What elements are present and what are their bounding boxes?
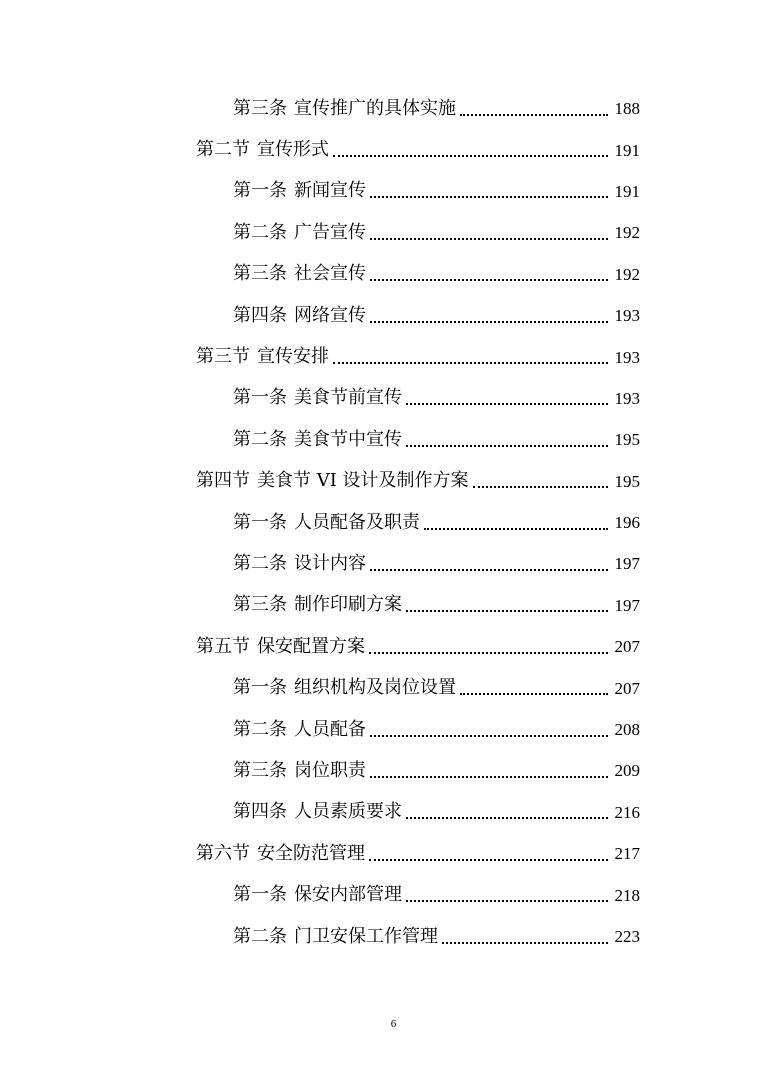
toc-entry-title: 人员配备及职责 [294, 511, 420, 533]
toc-entry-title: 门卫安保工作管理 [294, 925, 438, 947]
dot-leader [333, 362, 608, 364]
toc-entry-label [233, 182, 368, 200]
dot-leader [424, 528, 608, 530]
toc-entry[interactable] [0, 626, 761, 667]
toc-entry[interactable] [0, 874, 761, 915]
toc-entry-number: 第四条 [233, 801, 287, 823]
toc-entry-number: 第二条 [233, 552, 287, 574]
toc-entry-label [196, 348, 331, 366]
toc-entry-label [233, 552, 368, 574]
dot-leader [370, 776, 608, 778]
toc-entry-label [233, 886, 404, 904]
toc-entry[interactable] [0, 295, 761, 336]
toc-entry-title: 保安配置方案 [257, 635, 365, 657]
toc-entry-page: 217 [614, 844, 640, 864]
toc-entry-title: 美食节 VI 设计及制作方案 [257, 470, 469, 492]
toc-entry[interactable] [0, 585, 761, 626]
dot-leader [442, 942, 608, 944]
dot-leader [406, 610, 608, 612]
toc-entry[interactable] [0, 709, 761, 750]
toc-entry[interactable] [0, 543, 761, 584]
toc-entry-number: 第三条 [233, 263, 287, 285]
dot-leader [460, 693, 608, 695]
dot-leader [406, 817, 608, 819]
dot-leader [406, 403, 608, 405]
toc-entry-number: 第六节 [196, 842, 250, 864]
table-of-contents [0, 88, 761, 957]
page-number: 6 [390, 1018, 397, 1030]
dot-leader [370, 279, 608, 281]
dot-leader [406, 900, 608, 902]
toc-entry-number: 第二条 [233, 221, 287, 243]
toc-entry-page: 193 [614, 347, 640, 367]
toc-entry-number: 第三条 [233, 97, 287, 119]
toc-entry-number: 第五节 [196, 635, 250, 657]
toc-entry-page: 188 [614, 99, 640, 119]
toc-entry-label [233, 304, 368, 326]
dot-leader [369, 652, 608, 654]
toc-entry[interactable] [0, 171, 761, 212]
toc-entry-number: 第四条 [233, 304, 287, 326]
toc-entry-label [233, 221, 368, 243]
dot-leader [473, 486, 608, 488]
toc-entry-page: 197 [614, 554, 640, 574]
toc-entry-number: 第二条 [233, 428, 287, 450]
toc-entry-title: 宣传推广的具体实施 [294, 97, 456, 119]
toc-entry-label [233, 925, 440, 947]
toc-entry-number: 第二条 [233, 718, 287, 740]
toc-entry-label [233, 596, 404, 614]
toc-entry-number: 第三节 [196, 346, 250, 368]
dot-leader [406, 445, 608, 447]
toc-entry-page: 223 [614, 927, 640, 946]
toc-entry[interactable] [0, 129, 761, 170]
toc-entry-page: 192 [614, 223, 640, 243]
toc-entry-label [233, 803, 404, 821]
toc-entry-page: 191 [614, 140, 640, 160]
toc-entry-page: 218 [614, 885, 640, 905]
toc-entry-title: 宣传安排 [257, 346, 329, 368]
toc-entry-title: 网络宣传 [294, 304, 366, 326]
toc-entry-title: 广告宣传 [294, 221, 366, 243]
toc-entry-number: 第二条 [233, 925, 287, 947]
toc-entry-title: 美食节中宣传 [294, 428, 402, 450]
toc-entry-page: 208 [614, 720, 640, 740]
toc-entry-page: 207 [614, 678, 640, 698]
toc-entry-label [233, 389, 404, 407]
toc-entry[interactable] [0, 254, 761, 295]
toc-entry-title: 新闻宣传 [294, 180, 366, 202]
toc-entry-title: 保安内部管理 [294, 884, 402, 906]
toc-entry-number: 第四节 [196, 470, 250, 492]
dot-leader [370, 321, 608, 323]
dot-leader [370, 735, 608, 737]
toc-entry[interactable] [0, 461, 761, 502]
dot-leader [370, 196, 608, 198]
toc-entry-page: 193 [614, 388, 640, 408]
toc-entry-page: 207 [614, 637, 640, 657]
toc-entry-label [196, 635, 367, 657]
toc-entry-number: 第三条 [233, 759, 287, 781]
toc-entry-label [233, 759, 368, 781]
toc-entry-label [196, 141, 331, 159]
toc-entry[interactable] [0, 750, 761, 791]
toc-entry-number: 第一条 [233, 884, 287, 906]
dot-leader [369, 859, 608, 861]
toc-entry-title: 社会宣传 [294, 263, 366, 285]
toc-entry-title: 安全防范管理 [257, 842, 365, 864]
toc-entry-page: 193 [614, 306, 640, 326]
toc-entry-page: 191 [614, 181, 640, 201]
toc-entry-label [233, 511, 422, 533]
dot-leader [370, 238, 608, 240]
toc-entry[interactable] [0, 667, 761, 708]
toc-entry-title: 人员素质要求 [294, 801, 402, 823]
toc-entry[interactable] [0, 792, 761, 833]
toc-entry-page: 192 [614, 264, 640, 284]
toc-entry-title: 设计内容 [294, 552, 366, 574]
toc-entry-label [233, 97, 458, 119]
toc-entry[interactable] [0, 916, 761, 957]
toc-entry-label [233, 265, 368, 283]
toc-entry-number: 第二节 [196, 139, 250, 161]
toc-entry-label [233, 428, 404, 450]
toc-entry-page: 216 [614, 802, 640, 822]
toc-entry-page: 195 [614, 430, 640, 450]
toc-entry-number: 第一条 [233, 180, 287, 202]
dot-leader [333, 155, 608, 157]
toc-entry[interactable] [0, 833, 761, 874]
toc-entry-title: 岗位职责 [294, 759, 366, 781]
toc-entry-number: 第三条 [233, 594, 287, 616]
toc-entry[interactable] [0, 419, 761, 460]
toc-entry-title: 人员配备 [294, 718, 366, 740]
toc-entry-title: 宣传形式 [257, 139, 329, 161]
toc-entry-label [233, 679, 458, 697]
toc-entry[interactable] [0, 212, 761, 253]
toc-entry-page: 209 [614, 761, 640, 781]
toc-entry[interactable] [0, 88, 761, 129]
dot-leader [370, 569, 608, 571]
toc-entry-label [233, 718, 368, 740]
toc-entry-title: 制作印刷方案 [294, 594, 402, 616]
toc-entry-label [196, 472, 471, 490]
dot-leader [460, 114, 608, 116]
toc-entry[interactable] [0, 336, 761, 377]
toc-entry-page: 195 [614, 471, 640, 491]
toc-entry-number: 第一条 [233, 387, 287, 409]
toc-entry[interactable] [0, 502, 761, 543]
toc-entry-page: 197 [614, 595, 640, 615]
toc-entry[interactable] [0, 378, 761, 419]
toc-entry-number: 第一条 [233, 677, 287, 699]
toc-entry-title: 组织机构及岗位设置 [294, 677, 456, 699]
toc-entry-page: 196 [614, 513, 640, 533]
toc-entry-label [196, 842, 367, 864]
toc-entry-number: 第一条 [233, 511, 287, 533]
toc-entry-title: 美食节前宣传 [294, 387, 402, 409]
